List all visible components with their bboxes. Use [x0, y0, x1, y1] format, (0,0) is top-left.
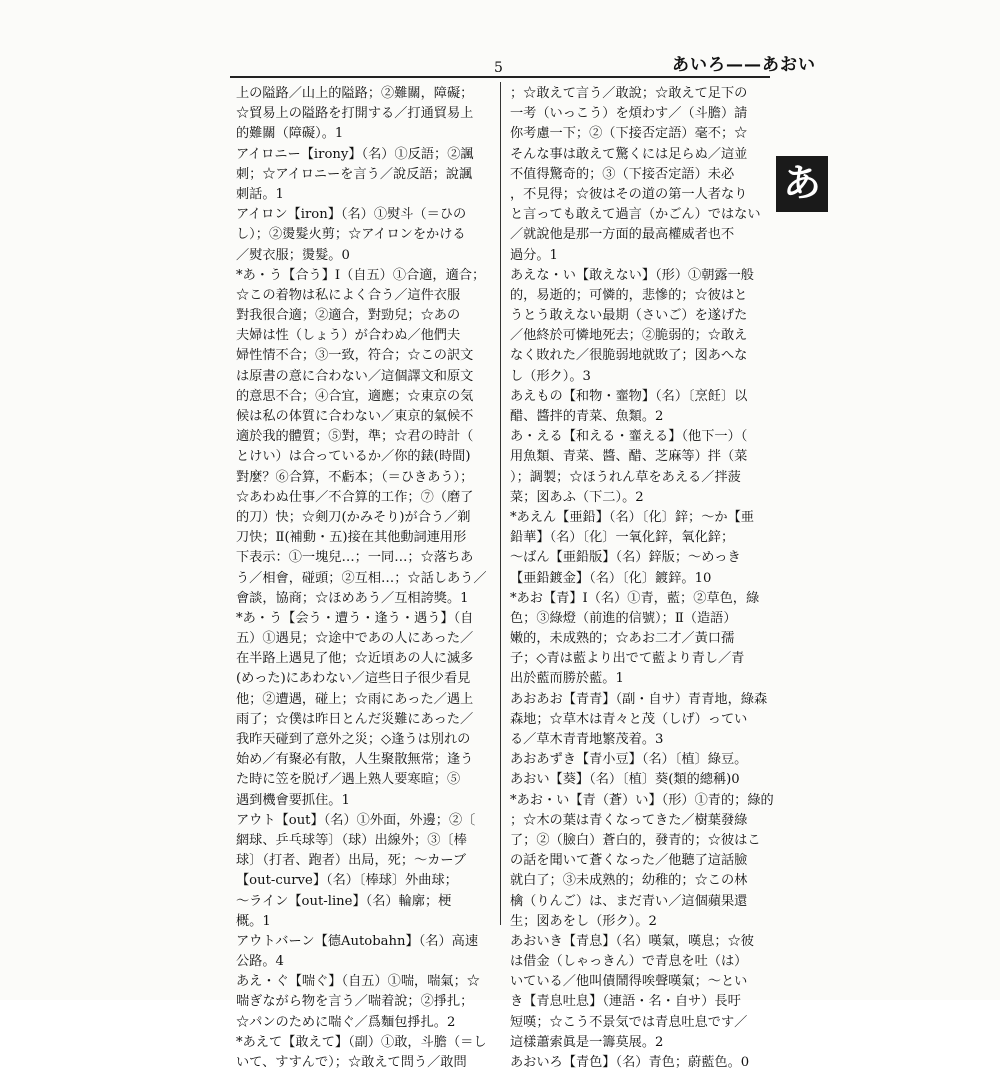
dictionary-text-line: あおいき【青息】（名）嘆氣，嘆息；☆彼: [510, 933, 754, 949]
dictionary-text-line: 五）①遇見；☆途中であの人にあった／: [236, 631, 474, 647]
dictionary-text-line: 下表示：①一塊兒…；一同…；☆落ちあ: [236, 550, 474, 566]
dictionary-text-line: 子；◇青は藍より出でて藍より青し／青: [510, 651, 745, 667]
dictionary-text-line: 候は私の体質に合わない／東京的氣候不: [236, 409, 474, 424]
dictionary-text-line: 的刀）快；☆剣刀(かみそり)が合う／剃: [236, 509, 471, 525]
dictionary-text-line: 檎（りんご）は、まだ青い／這個蘋果還: [510, 893, 748, 909]
dictionary-text-line: 概。1: [236, 913, 271, 929]
column-divider: [500, 82, 501, 925]
dictionary-text-line: あおあずき【青小豆】（名）〔植〕綠豆。: [510, 752, 748, 768]
dictionary-text-line: 出於藍而勝於藍。1: [510, 671, 624, 687]
dictionary-text-line: た時に笠を脱げ／遇上熟人要寒暄；⑤: [236, 772, 461, 788]
dictionary-text-line: いている／他叫債鬧得唉聲嘆氣；～とい: [510, 974, 748, 990]
dictionary-text-line: うとう敢えない最期（さいご）を遂げた: [510, 308, 748, 324]
dictionary-text-line: (めった)にあわない／這些日子很少看見: [236, 671, 471, 687]
dictionary-text-line: 婦性情不合；③一致，符合；☆この訳文: [236, 348, 474, 364]
dictionary-text-line: *あお【青】Ⅰ（名）①青，藍；②草色，綠: [510, 590, 760, 606]
dictionary-text-line: 森地；☆草木は青々と茂（しげ）ってい: [510, 711, 748, 727]
dictionary-text-line: 上の隘路／山上的隘路；②難關，障礙；: [236, 86, 474, 101]
dictionary-text-line: 的難關（障礙）。1: [236, 126, 344, 142]
dictionary-text-line: アイロニー【irony】（名）①反語；②諷: [236, 146, 474, 162]
dictionary-text-line: 在半路上遇見了他；☆近頃あの人に滅多: [236, 651, 474, 667]
dictionary-text-line: 【out-curve】（名）〔棒球〕外曲球；: [236, 873, 458, 889]
dictionary-text-line: 短嘆；☆こう不景気では青息吐息です／: [510, 1014, 748, 1030]
dictionary-text-line: 對我很合適；②適合，對勁兒；☆あの: [236, 308, 461, 324]
dictionary-text-line: 過分。1: [510, 247, 558, 263]
dictionary-text-line: ☆あわぬ仕事／不合算的工作；⑦（磨了: [236, 489, 474, 505]
dictionary-text-line: ～ライン【out-line】（名）輪廓；梗: [236, 893, 452, 909]
dictionary-text-line: *あお・い【青（蒼）い】（形）①青的；綠的: [510, 792, 774, 808]
dictionary-text-line: 生；図あをし（形ク）。2: [510, 913, 657, 929]
dictionary-text-line: 公路。4: [236, 954, 284, 970]
dictionary-text-line: 鉛華】（名）〔化〕一氧化鋅，氧化鋅；: [510, 530, 735, 546]
dictionary-text-line: 色；③綠燈（前進的信號）；Ⅱ（造語）: [510, 610, 737, 626]
dictionary-text-line: アイロン【iron】（名）①熨斗（＝ひの: [236, 207, 467, 223]
dictionary-text-line: ／就說他是那一方面的最高權威者也不: [510, 227, 735, 243]
dictionary-text-line: 就白了；③未成熟的；幼稚的；☆この林: [510, 873, 748, 889]
dictionary-text-line: 夫婦は性（しょう）が合わぬ／他們夫: [236, 328, 461, 344]
dictionary-text-line: 菜；図あふ（下二）。2: [510, 489, 644, 505]
right-column: [510, 84, 774, 1070]
dictionary-text-line: *あえて【敢えて】（副）①敢，斗膽（＝し: [236, 1034, 487, 1050]
dictionary-text-line: あえもの【和物・韲物】（名）〔烹飪〕以: [510, 388, 748, 404]
dictionary-text-line: アウト【out】（名）①外面，外邊；②〔: [236, 812, 476, 828]
dictionary-text-line: 我昨天碰到了意外之災；◇逢うは別れの: [236, 732, 471, 747]
dictionary-text-line: 醋、醬拌的青菜、魚類。2: [510, 409, 664, 424]
dictionary-text-line: あえな・い【敢えない】（形）①朝露一般: [510, 267, 754, 283]
dictionary-text-line: 這樣蕭索眞是一籌莫展。2: [510, 1034, 664, 1050]
dictionary-text-line: あおあお【青青】（副・自サ）青青地，綠森: [510, 691, 768, 707]
dictionary-text-line: う／相會，碰頭；②互相…；☆話しあう／: [236, 570, 487, 586]
running-head: あいろ——あおい: [672, 55, 816, 75]
dictionary-text-line: 了；②（臉白）蒼白的，發青的；☆彼はこ: [510, 832, 761, 848]
dictionary-text-line: 球〕（打者、跑者）出局，死；～カーブ: [236, 853, 467, 869]
dictionary-text-line: そんな事は敢えて驚くには足らぬ／這並: [510, 146, 748, 162]
dictionary-text-line: ；☆木の葉は青くなってきた／樹葉發綠: [510, 812, 748, 828]
dictionary-text-line: 遇到機會要抓住。1: [236, 792, 350, 808]
dictionary-text-line: ～ばん【亜鉛版】（名）鋅版；～めっき: [510, 550, 741, 566]
dictionary-text-line: し）；②燙髮火剪；☆アイロンをかける: [236, 227, 466, 243]
dictionary-text-line: あおい【葵】（名）〔植〕葵(類的總稱)0: [510, 772, 740, 788]
dictionary-text-line: 會談，協商；☆ほめあう／互相誇獎。1: [236, 590, 469, 606]
page-number: 5: [494, 60, 503, 76]
dictionary-text-line: 始め／有聚必有散，人生聚散無常；逢う: [236, 752, 474, 768]
dictionary-text-line: 喘ぎながら物を言う／喘着說；②掙扎；: [236, 994, 474, 1010]
dictionary-text-line: あおいろ【青色】（名）青色；蔚藍色。0: [510, 1055, 750, 1070]
dictionary-text-line: ／他終於可憐地死去；②脆弱的；☆敢え: [510, 328, 748, 344]
dictionary-text-line: 他；②遭遇，碰上；☆雨にあった／遇上: [236, 691, 474, 707]
header-rule: [230, 76, 770, 78]
dictionary-text-line: ☆貿易上の隘路を打開する／打通貿易上: [236, 106, 474, 122]
dictionary-text-line: いて、すすんで）；☆敢えて問う／敢問: [236, 1055, 467, 1070]
dictionary-text-line: ）；調製；☆ほうれん草をあえる／拌菠: [510, 469, 741, 485]
dictionary-text-line: とけい）は合っているか／你的錶(時間): [236, 449, 471, 465]
dictionary-text-line: 用魚類、青菜、醬、醋、芝麻等）拌（菜: [510, 449, 748, 465]
dictionary-text-line: 你考慮一下；②（下接否定語）毫不；☆: [510, 126, 748, 142]
dictionary-text-line: 適於我的體質；⑤對，準；☆君の時計（: [236, 429, 474, 445]
dictionary-text-line: *あえん【亜鉛】（名）〔化〕鋅；～か【亜: [510, 509, 754, 525]
left-column: [236, 84, 498, 1070]
thumb-index-tab: あ: [776, 156, 828, 212]
dictionary-text-line: 刺；☆アイロニーを言う／說反語；說諷: [236, 166, 473, 182]
dictionary-text-line: 【亜鉛鍍金】（名）〔化〕鍍鋅。10: [510, 570, 712, 586]
dictionary-text-line: あえ・ぐ【喘ぐ】（自五）①喘，喘氣；☆: [236, 974, 480, 990]
dictionary-text-line: 刺話。1: [236, 186, 284, 202]
dictionary-text-line: は原書の意に合わない／這個譯文和原文: [236, 368, 474, 384]
dictionary-text-line: 的意思不合；④合宜，適應；☆東京の気: [236, 388, 474, 404]
dictionary-text-line: 對麼？⑥合算，不虧本；（＝ひきあう）；: [236, 469, 474, 485]
dictionary-text-line: 的，易逝的；可憐的，悲慘的；☆彼はと: [510, 287, 748, 303]
dictionary-text-line: ☆パンのために喘ぐ／爲麵包掙扎。2: [236, 1014, 456, 1030]
dictionary-text-line: 刀快；Ⅱ(補動・五)接在其他動詞連用形: [236, 530, 467, 546]
dictionary-text-line: る／草木青青地繁茂着。3: [510, 732, 664, 747]
dictionary-text-line: 不值得驚奇的；③（下接否定語）未必: [510, 166, 735, 182]
dictionary-text-line: 嫩的，未成熟的；☆あお二才／黃口孺: [510, 631, 735, 647]
dictionary-text-line: と言っても敢えて過言（かごん）ではない: [510, 207, 761, 223]
dictionary-text-line: 一考（いっこう）を煩わす／（斗膽）請: [510, 106, 748, 122]
dictionary-text-line: し（形ク）。3: [510, 368, 591, 384]
dictionary-text-line: ／熨衣服；燙髮。0: [236, 247, 350, 263]
dictionary-text-line: ；☆敢えて言う／敢說；☆敢えて足下の: [510, 86, 748, 101]
dictionary-text-line: 雨了；☆僕は昨日とんだ災難にあった／: [236, 711, 474, 727]
dictionary-text-line: *あ・う【会う・遭う・逢う・遇う】（自: [236, 610, 474, 626]
dictionary-text-line: ，不見得；☆彼はその道の第一人者なり: [510, 186, 748, 202]
dictionary-text-line: なく敗れた／很脆弱地就敗了；図あへな: [510, 348, 748, 364]
dictionary-text-line: あ・える【和える・韲える】（他下一）（: [510, 429, 748, 445]
dictionary-text-line: 網球、乒乓球等〕（球）出線外；③〔棒: [236, 832, 467, 848]
dictionary-text-line: アウトバーン【德Autobahn】（名）高速: [236, 933, 479, 949]
dictionary-text-line: は借金（しゃっきん）で青息を吐（は）: [510, 954, 748, 970]
dictionary-text-line: き【青息吐息】（連語・名・自サ）長吁: [510, 994, 741, 1010]
dictionary-text-line: の話を聞いて蒼くなった／他聽了這話臉: [510, 853, 748, 869]
dictionary-text-line: ☆この着物は私によく合う／這件衣服: [236, 287, 461, 303]
dictionary-text-line: *あ・う【合う】Ⅰ（自五）①合適，適合；: [236, 267, 486, 283]
